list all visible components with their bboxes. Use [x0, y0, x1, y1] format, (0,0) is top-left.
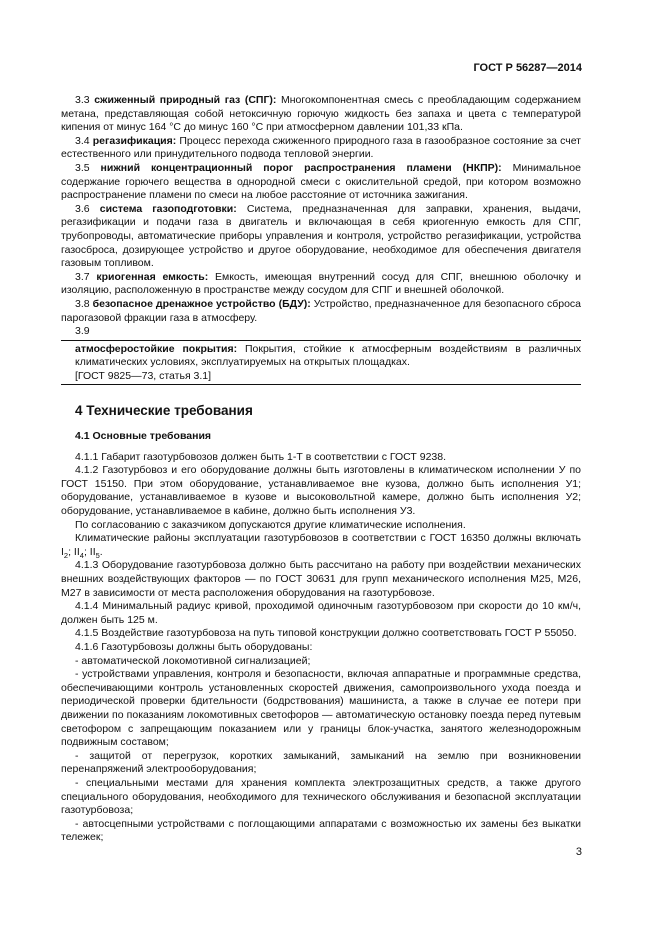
clause-4-1-2: 4.1.2 Газотурбовоз и его оборудование должны быть изготовлены в климатическом исполнении У по ГОСТ 15150. При этом оборудование, устанавливаемое вне кузова, должно быть исполнения У1; оборудование, устанавливаемое в кузове и высоковольтной камере, должно быть исполнения У2; оборудование, устанавливаемое в кабине, должно быть исполнения У3. — [61, 464, 581, 518]
term-3-4 — [61, 135, 581, 162]
section-4-heading: 4 Технические требования — [75, 403, 253, 419]
term-definition: Минимальное содержание горючего вещества в однородной смеси с окислительной средой, при котором возможно распространение пламени по смеси на любое расстояние от источника зажигания. — [61, 161, 581, 202]
regions-sep: ; II — [83, 545, 96, 558]
term-3-5 — [61, 162, 581, 203]
clause-4-1-3: 4.1.3 Оборудование газотурбовоза должно быть рассчитано на работу при воздействии механических внешних воздействующих факторов — по ГОСТ 30631 для групп механического исполнения М25, М26, М27 в зависимости от места расположения оборудования на газотурбовозе. — [61, 559, 581, 599]
term-definition: Система, предназначенная для заправки, хранения, выдачи, регазификации и подачи газа в двигатель и включающая в себя криогенную емкость для СПГ, трубопроводы, автоматические приборы управления и контроля, устройство регазификации, устройства газосброса, дозирующее устройство и другое оборудование, необходимое для обеспечения двигателя газовым топливом. — [61, 202, 581, 270]
term-number: 3.8 — [75, 297, 90, 310]
term-definition: Покрытия, стойкие к атмосферным воздействиям в различных климатических условиях, эксплуатируемых на открытых площадках. — [75, 342, 581, 369]
clause-4-1-6: 4.1.6 Газотурбовозы должны быть оборудованы: — [75, 640, 313, 653]
term-number: 3.6 — [75, 202, 90, 215]
term-definition: Многокомпонентная смесь с преобладающим содержанием метана, представляющая собой нетоксичную горючую жидкость без запаха и цвета с температурой кипения от минус 164 °C до минус 160 °C при атмосферном давлении 101,33 кПа. — [61, 94, 581, 134]
clause-4-1-1: 4.1.1 Габарит газотурбовозов должен быть 1-Т в соответствии с ГОСТ 9238. — [75, 450, 447, 463]
term-3-7 — [61, 271, 581, 298]
subscript: 2 — [63, 550, 69, 560]
term-definition: Устройство, предназначенное для безопасного сброса парогазовой фракции газа в атмосферу. — [61, 297, 582, 324]
subsection-4-1-heading: 4.1 Основные требования — [75, 430, 212, 443]
term-number: 3.5 — [75, 161, 90, 174]
clause-4-1-2-regions — [61, 532, 581, 559]
term-3-6 — [61, 203, 581, 271]
subscript: 4 — [79, 550, 84, 560]
term-3-3 — [61, 94, 581, 135]
list-item: - автоматической локомотивной сигнализацией; — [75, 654, 311, 667]
regions-end: . — [99, 545, 103, 558]
term-definition: Емкость, имеющая внутренний сосуд для СПГ, внешнюю оболочку и изоляцию, расположенную в пространстве между сосудом для СПГ и внешней оболочкой. — [61, 270, 581, 297]
clause-4-1-5: 4.1.5 Воздействие газотурбовоза на путь типовой конструкции должно соответствовать ГОСТ Р 55050. — [75, 627, 577, 640]
term-name: атмосферостойкие покрытия: — [75, 342, 238, 355]
term-name: безопасное дренажное устройство (БДУ): — [92, 297, 311, 310]
term-definition: Процесс перехода сжиженного природного газа в газообразное состояние за счет естественного или принудительного подвода тепловой энергии. — [61, 134, 581, 161]
list-item: - устройствами управления, контроля и безопасности, включая аппаратные и программные средства, обеспечивающими контроль установленных скоростей движения, самопроизвольного ухода поезда и периодической проверки бдительности (бодрствования) машиниста, а также в случае ее потери при движении по показаниям локомотивных светофоров — автоматическую остановку поезда перед путевым светофором с запрещающим показанием или у границы блок-участка, занятого железнодорожным подвижным составом; — [61, 668, 581, 749]
document-body — [61, 94, 581, 845]
subscript: 5 — [95, 550, 100, 560]
term-name: регазификация: — [92, 134, 177, 147]
clause-4-1-2-note: По согласованию с заказчиком допускаются другие климатические исполнения. — [75, 518, 466, 531]
regions-sep: ; II — [68, 545, 80, 558]
regions-text: Климатические районы эксплуатации газотурбовозов в соответствии с ГОСТ 16350 должны включать I — [61, 532, 581, 558]
term-3-9-number: 3.9 — [75, 325, 90, 338]
term-number: 3.3 — [75, 94, 90, 106]
list-item: - автосцепными устройствами с поглощающими аппаратами с возможностью их замены без выкатки тележек; — [61, 817, 581, 844]
term-3-9-text — [75, 343, 581, 370]
term-name: криогенная емкость: — [96, 270, 209, 283]
term-3-9-box — [61, 340, 581, 386]
term-name: сжиженный природный газ (СПГ): — [94, 94, 277, 106]
term-3-9-source: [ГОСТ 9825—73, статья 3.1] — [75, 369, 212, 382]
term-3-8 — [61, 298, 581, 325]
page-number: 3 — [575, 846, 582, 858]
list-item: - защитой от перегрузок, коротких замыканий, замыканий на землю при возникновении перенапряжений электрооборудования; — [61, 749, 581, 776]
term-name: система газоподготовки: — [99, 202, 237, 215]
clause-4-1-4: 4.1.4 Минимальный радиус кривой, проходимой одиночным газотурбовозом при скорости до 10 км/ч, должен быть 125 м. — [61, 600, 581, 626]
term-number: 3.4 — [75, 134, 90, 147]
term-name: нижний концентрационный порог распространения пламени (НКПР): — [100, 161, 502, 174]
list-item: - специальными местами для хранения комплекта электрозащитных средств, а также другого специального оборудования, необходимого для технического обслуживания и безопасной эксплуатации газотурбовоза; — [61, 776, 581, 817]
standard-designation: ГОСТ Р 56287—2014 — [473, 62, 582, 74]
term-number: 3.7 — [75, 270, 90, 283]
